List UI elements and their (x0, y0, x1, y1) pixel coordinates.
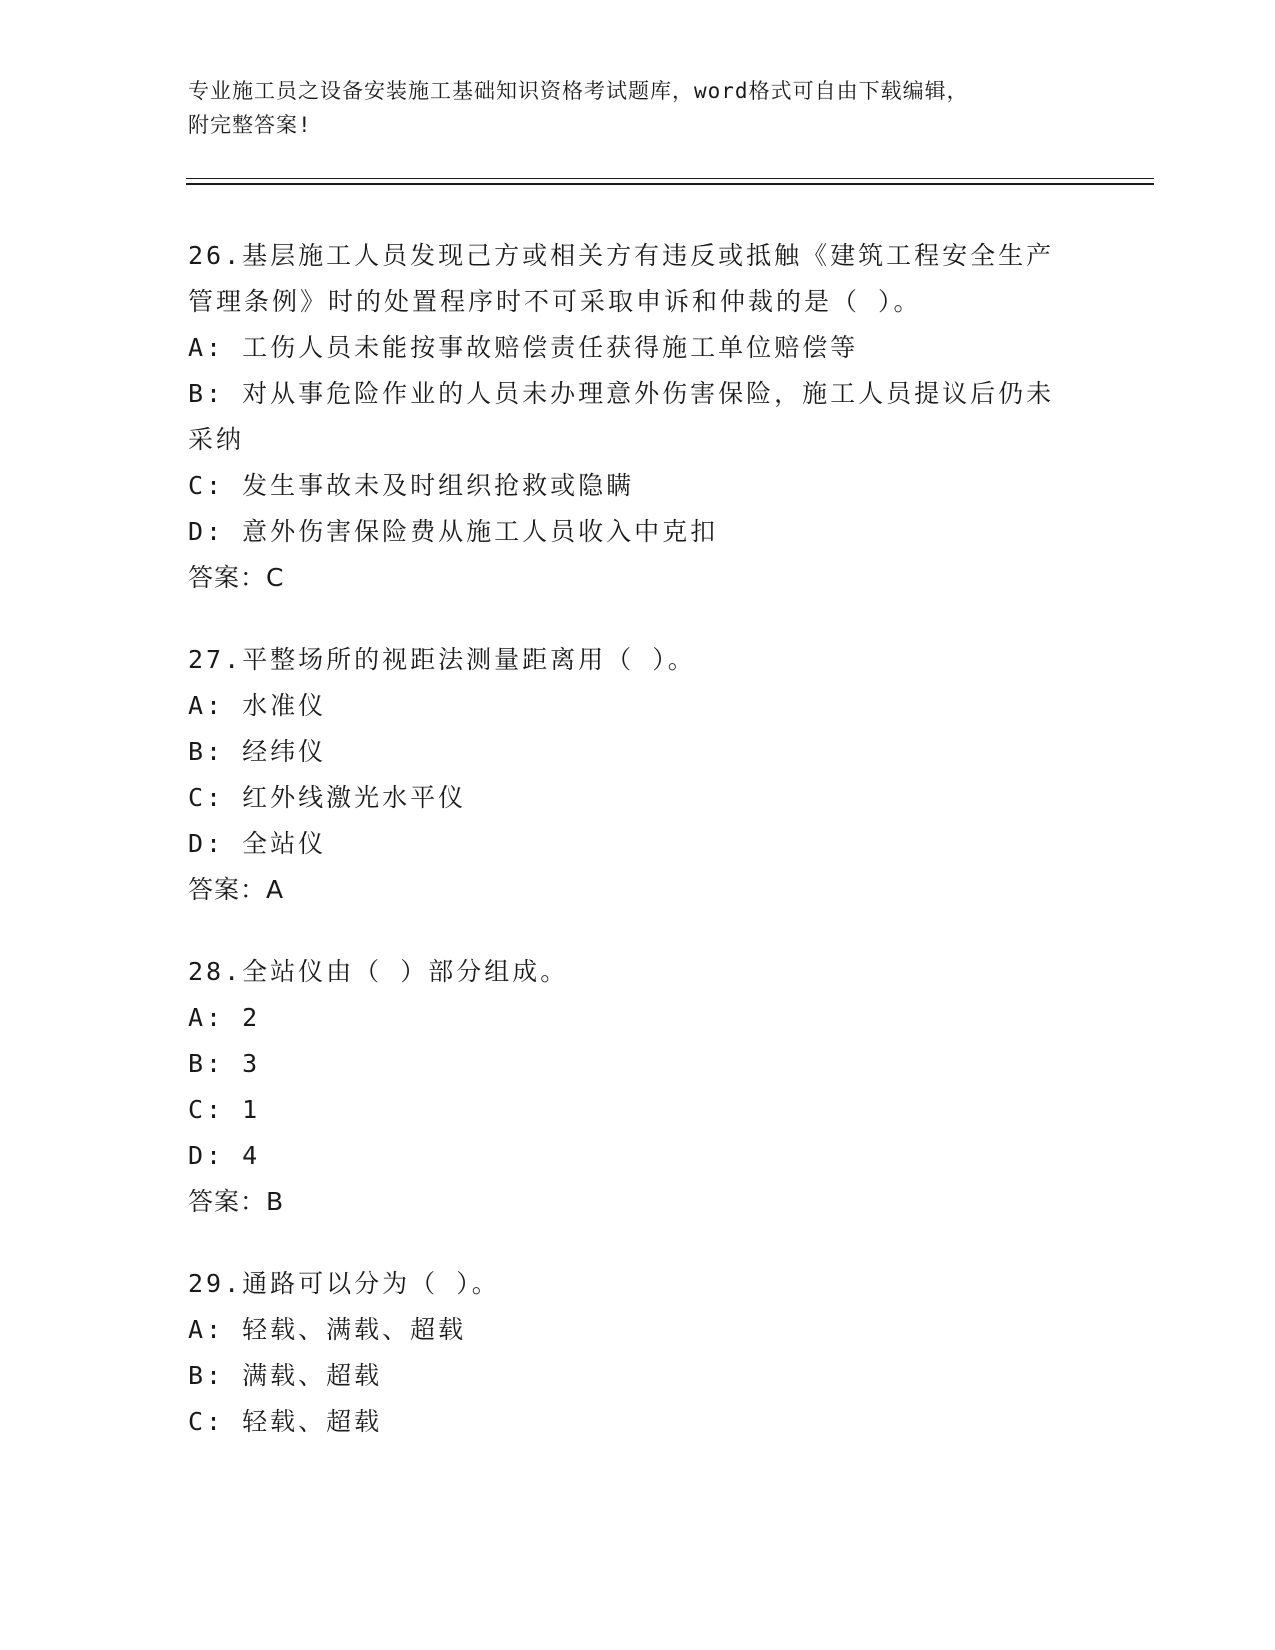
option-c: C: 发生事故未及时组织抢救或隐瞒 (188, 471, 635, 500)
question-stem: 29.通路可以分为（ ）。 (188, 1269, 500, 1298)
option-b-continued: 采纳 (188, 425, 245, 454)
option-b: B: 经纬仪 (188, 737, 327, 766)
option-b: B: 对从事危险作业的人员未办理意外伤害保险，施工人员提议后仍未 (188, 379, 1055, 408)
option-a: A: 工伤人员未能按事故赔偿责任获得施工单位赔偿等 (188, 333, 859, 362)
document-header (188, 74, 1068, 142)
option-a: A: 轻载、满载、超载 (188, 1315, 467, 1344)
header-divider-thin (186, 178, 1154, 179)
question-26 (188, 233, 1088, 601)
answer-label: 答案：B (188, 1187, 285, 1216)
answer-label: 答案：C (188, 563, 285, 592)
question-27 (188, 637, 1088, 913)
option-b: B: 满载、超载 (188, 1361, 383, 1390)
question-stem: 28.全站仪由（ ）部分组成。 (188, 957, 569, 986)
question-list (188, 233, 1088, 1481)
option-b: B: 3 (188, 1049, 261, 1078)
header-divider-thick (186, 183, 1154, 185)
question-stem: 26.基层施工人员发现己方或相关方有违反或抵触《建筑工程安全生产 (188, 241, 1055, 270)
option-d: D: 4 (188, 1141, 261, 1170)
question-28 (188, 949, 1088, 1225)
option-a: A: 2 (188, 1003, 261, 1032)
answer-label: 答案：A (188, 875, 285, 904)
header-line-1: 专业施工员之设备安装施工基础知识资格考试题库，word格式可自由下载编辑， (188, 79, 969, 103)
question-29 (188, 1261, 1088, 1445)
option-c: C: 1 (188, 1095, 261, 1124)
option-d: D: 全站仪 (188, 829, 327, 858)
option-a: A: 水准仪 (188, 691, 327, 720)
option-d: D: 意外伤害保险费从施工人员收入中克扣 (188, 517, 719, 546)
question-stem-continued: 管理条例》时的处置程序时不可采取申诉和仲裁的是（ ）。 (188, 287, 922, 316)
option-c: C: 轻载、超载 (188, 1407, 383, 1436)
question-stem: 27.平整场所的视距法测量距离用（ ）。 (188, 645, 696, 674)
option-c: C: 红外线激光水平仪 (188, 783, 467, 812)
header-line-2: 附完整答案! (188, 113, 312, 137)
